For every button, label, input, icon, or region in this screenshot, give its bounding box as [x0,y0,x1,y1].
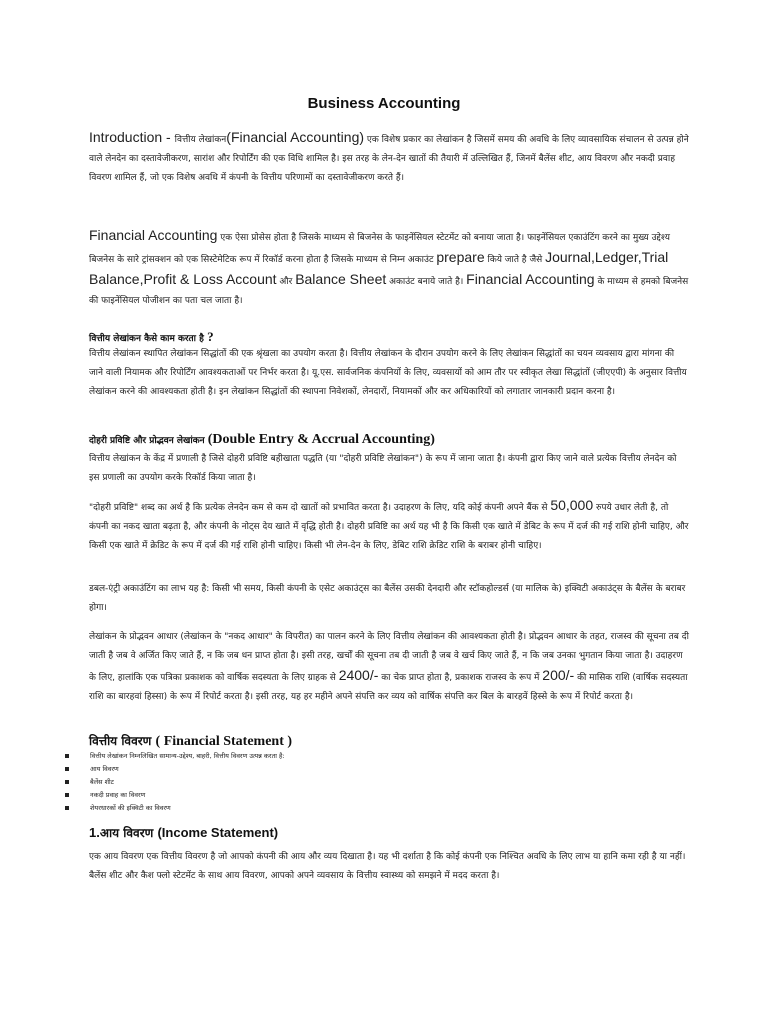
income-number: 1. [89,825,100,840]
fa-text-2: किये जाते है जैसे [484,255,546,265]
accrual-text-b: का चेक प्राप्त होता है, प्रकाशक राजस्व के रूप में [378,673,543,683]
list-item: आय विवरण [65,763,285,776]
list-item: नकदी प्रवाह का विवरण [65,789,285,802]
financial-statement-list [65,750,285,815]
accrual-text-a: लेखांकन के प्रोद्भवन आधार (लेखांकन के "नकद आधार" के विपरीत) का पालन करने के लिए वित्तीय लेखांकन की आवश्यकता होती है। प्रोद्भवन आधार के तहत, राजस्व की सूचना तब दी जाती है जब वे अर्जित किए जाते हैं, न कि जब धन प्राप्त होता है। इसी तरह, खर्चों की सूचना तब दी जाती है जब वे खर्च किए जाते हैं, न कि जब उनका भुगतान किया जाता है। उदाहरण के लिए, हालांकि एक पत्रिका प्रकाशक को वार्षिक सदस्यता के लिए ग्राहक से [89,632,689,683]
fa-balance-sheet: Balance Sheet [295,271,387,287]
intro-text: एक विशेष प्रकार का लेखांकन है जिसमें समय की अवधि के लिए व्यावसायिक संचालन से उत्पन्न होने वाले लेनदेन का दस्तावेजीकरण, सारांश और रिपोर्टिंग की एक विधि शामिल है। इस तरह के लेन-देन खातों की तैयारी में उल्लिखित हैं, जिनमें बैलेंस शीट, आय विवरण और नकदी प्रवाह विवरण शामिल हैं, जो एक विशेष अवधि में कंपनी के वित्तीय परिणामों का दस्तावेजीकरण करते हैं। [89,135,689,183]
fs-heading-hindi: वित्तीय विवरण [89,734,156,748]
bullet-icon [65,767,69,771]
bullet-icon [65,780,69,784]
intro-label: Introduction - [89,129,175,145]
income-statement-paragraph: एक आय विवरण एक वित्तीय विवरण है जो आपको कंपनी की आय और व्यय दिखाता है। यह भी दर्शाता है कि कोई कंपनी एक निश्चित अवधि के लिए लाभ या हानि कमा रही है या नहीं। बैलेंस शीट और कैश फ्लो स्टेटमेंट के साथ आय विवरण, आपको अपने व्यवसाय के वित्तीय स्वास्थ्य को समझने में मदद करता है। [89,852,686,881]
how-heading-text: वित्तीय लेखांकन कैसे काम करता है [89,334,208,344]
double-entry-heading-english: (Double Entry & Accrual Accounting) [207,432,435,447]
fa-term: Financial Accounting [89,227,218,243]
bullet-icon [65,754,69,758]
income-heading-hindi: आय विवरण [99,826,158,840]
fa-prepare: prepare [436,249,485,265]
intro-paragraph [89,128,689,188]
accrual-amount-1: 2400/- [338,667,379,683]
double-entry-text-a: "दोहरी प्रविष्टि" शब्द का अर्थ है कि प्रत्येक लेनदेन कम से कम दो खातों को प्रभावित करता है। उदाहरण के लिए, यदि कोई कंपनी अपने बैंक से [89,503,551,513]
accrual-paragraph [89,628,689,707]
income-statement-heading [89,824,278,841]
fa-account-list: Journal,Ledger,Trial Balance,Profit & Loss Account [89,249,669,287]
accrual-amount-2: 200/- [542,667,575,683]
page-title: Business Accounting [307,95,461,112]
financial-statement-heading [89,732,292,750]
bullet-icon [65,793,69,797]
how-heading [89,329,214,345]
fa-text-1: एक ऐसा प्रोसेस होता है जिसके माध्यम से बिजनेस के फाइनेंसियल स्टेटमेंट को बनाया जाता है। फाइनेंसियल एकाउंटिंग करने का मुख्य उद्देश्य बिजनेस के सारे ट्रांसक्शन को एक सिस्टेमेटिक रूप में रिकॉर्ड करना होता है जिसके माध्यम से निम्न अकाउंट [89,233,670,265]
list-item: बैलेंस शीट [65,776,285,789]
bullet-icon [65,806,69,810]
double-entry-heading [89,432,435,448]
fs-heading-english: ( Financial Statement ) [155,734,293,749]
list-item: वित्तीय लेखांकन निम्नलिखित सामान्य-उद्देश्य, बाहरी, वित्तीय विवरण उत्पन्न करता है: [65,750,285,763]
income-heading-english: (Income Statement) [157,825,279,840]
double-entry-text-b: रुपये उधार लेती है, तो कंपनी का नकद खाता बढ़ता है, और कंपनी के नोट्स देय खाते में वृद्धि होती है। दोहरी प्रविष्टि का अर्थ यह भी है कि किसी एक खाते में डेबिट के रूप में दर्ज की गई राशि होनी चाहिए, और किसी एक खाते में क्रेडिट के रूप में दर्ज की गई राशि होनी चाहिए। किसी भी लेन-देन के लिए, डेबिट राशि क्रेडिट राशि के बराबर होनी चाहिए। [89,503,689,551]
intro-english: (Financial Accounting) [226,129,365,145]
double-entry-heading-hindi: दोहरी प्रविष्टि और प्रोद्भवन लेखांकन [89,436,208,446]
how-paragraph: वित्तीय लेखांकन स्थापित लेखांकन सिद्धांतों की एक श्रृंखला का उपयोग करता है। वित्तीय लेखांकन के दौरान उपयोग करने के लिए लेखांकन सिद्धांतों का चयन व्यवसाय द्वारा मांगना की जाने वाली नियामक और रिपोर्टिंग आवश्यकताओं पर निर्भर करता है। यू.एस. सार्वजनिक कंपनियों के लिए, व्यवसायों को आम तौर पर स्वीकृत लेखा सिद्धांतों (जीएएपी) के अनुसार वित्तीय लेखांकन करने की आवश्यकता होती है। इन लेखांकन सिद्धांतों की स्थापना निवेशकों, लेनदारों, नियामकों और कर अधिकारियों को लगातार जानकारी प्रदान करना है। [89,349,687,397]
fa-and: और [276,277,296,287]
financial-accounting-paragraph [89,226,689,311]
double-entry-paragraph-3: डबल-एंट्री अकाउंटिंग का लाभ यह है: किसी भी समय, किसी कंपनी के एसेट अकाउंट्स का बैलेंस उसकी देनदारी और स्टॉकहोल्डर्स (या मालिक के) इक्विटी अकाउंट्स के बैलेंस के बराबर होगा। [89,584,686,613]
double-entry-paragraph-1: वित्तीय लेखांकन के केंद्र में प्रणाली है जिसे दोहरी प्रविष्टि बहीखाता पद्धति (या "दोहरी प्रविष्टि लेखांकन") के रूप में जाना जाता है। कंपनी द्वारा किए जाने वाले प्रत्येक वित्तीय लेनदेन को इस प्रणाली का उपयोग करके रिकॉर्ड किया जाता है। [89,454,677,483]
fa-term-2: Financial Accounting [466,271,595,287]
fa-text-3: अकाउंट बनाये जाते है। [386,277,467,287]
intro-hindi: वित्तीय लेखांकन [174,135,227,145]
how-heading-question: ? [207,329,214,344]
accrual-text-c: की मासिक राशि (वार्षिक सदस्यता राशि का बारहवां हिस्सा) के रूप में रिपोर्ट करता है। इसी तरह, यह हर महीने अपने संपत्ति कर व्यय को वार्षिक संपत्ति कर बिल के बारहवें हिस्से के रूप में रिपोर्ट करता है। [89,673,688,702]
double-entry-amount: 50,000 [550,497,594,513]
fa-text-4: के माध्यम से हमको बिजनेस की फाइनेंसियल पोजीशन का पता चल जाता है। [89,277,689,306]
double-entry-paragraph-2 [89,496,689,556]
list-item: शेयरधारकों की इक्विटी का विवरण [65,802,285,815]
